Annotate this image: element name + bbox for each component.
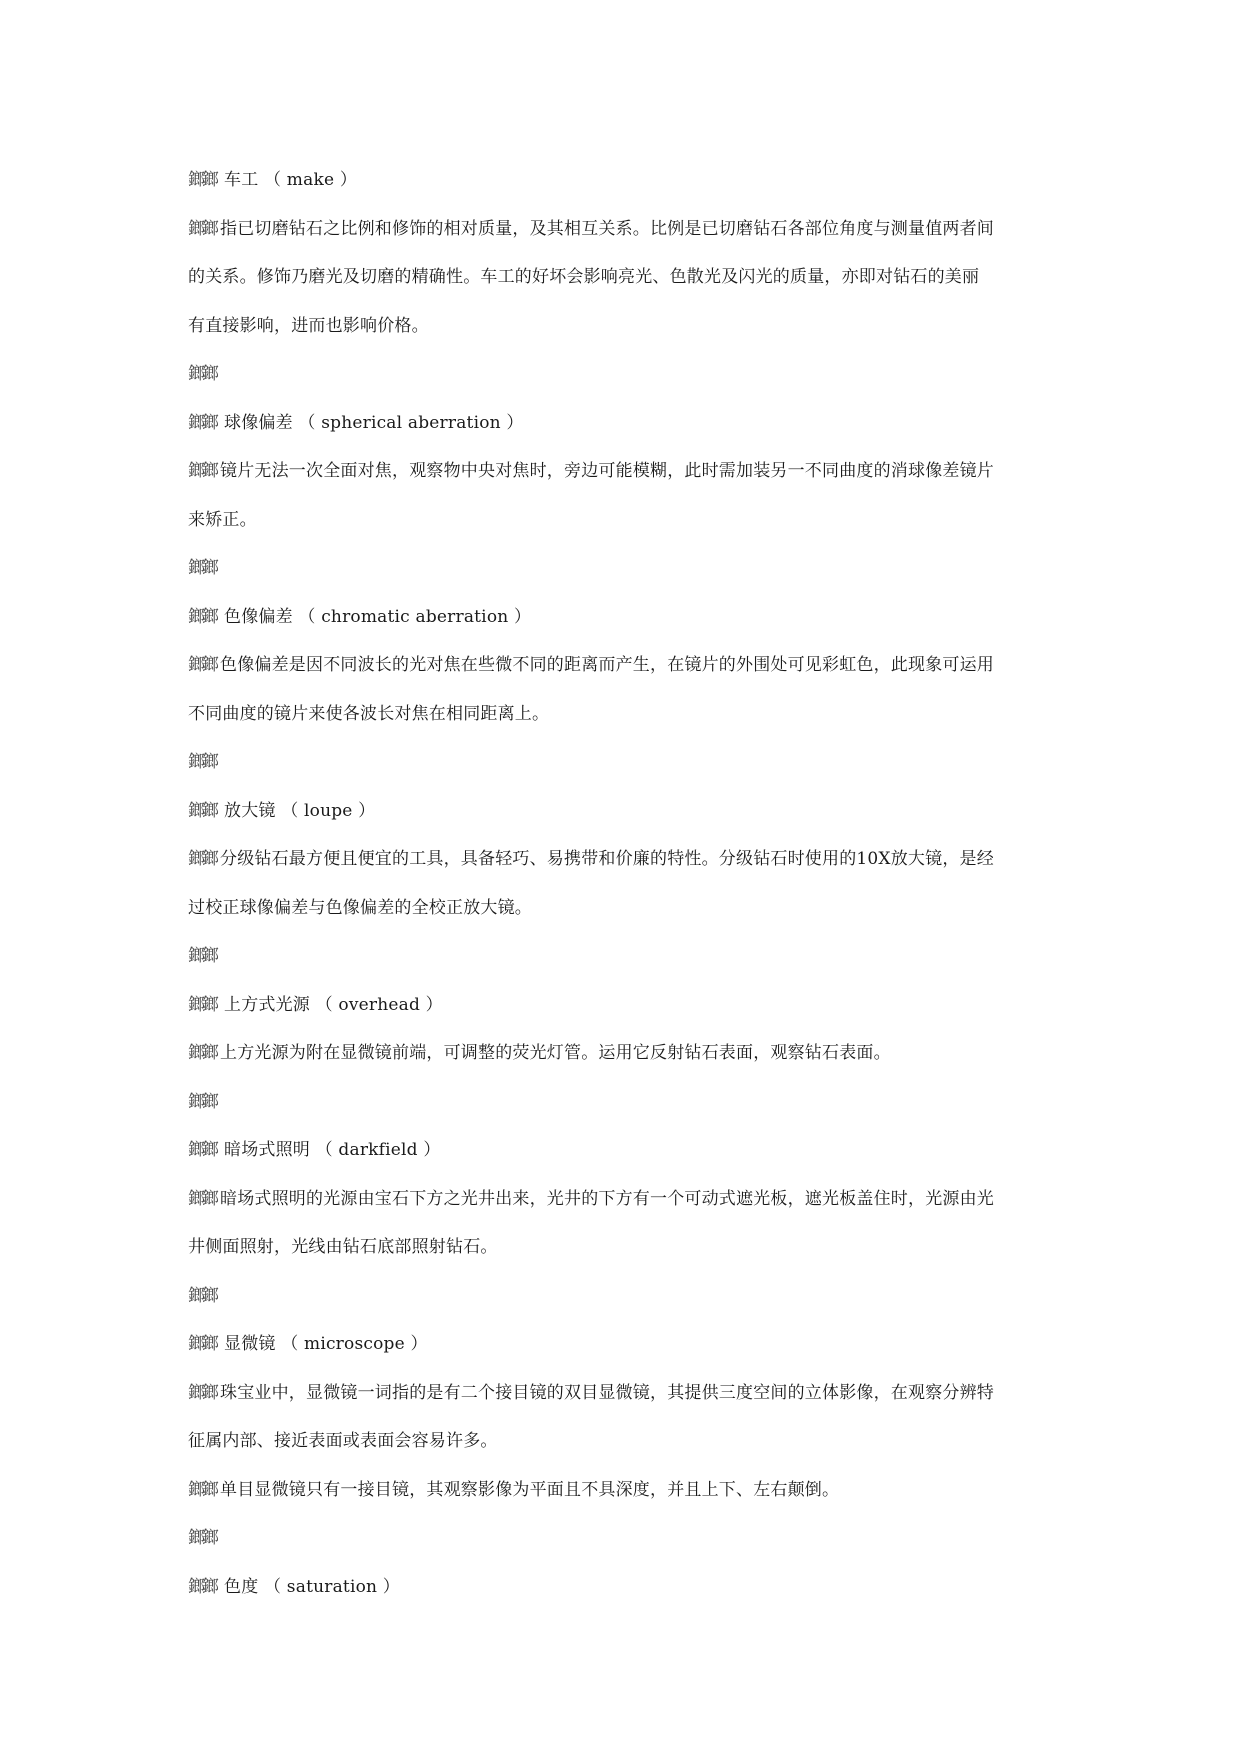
definition-paragraph xyxy=(188,1369,1054,1418)
definition-paragraph xyxy=(188,835,1054,884)
term-heading xyxy=(188,981,1054,1030)
indent-marker: 鎯鎯 xyxy=(188,558,216,578)
term-heading xyxy=(188,1563,1054,1612)
term-heading xyxy=(188,1126,1054,1175)
line-text: 有直接影响，进而也影响价格。 xyxy=(188,315,429,336)
definition-continuation xyxy=(188,1223,1054,1272)
indent-marker: 鎯鎯 xyxy=(188,218,216,239)
indent-marker: 鎯鎯 xyxy=(188,1091,216,1112)
indent-marker: 鎯鎯 xyxy=(188,170,216,190)
term-heading xyxy=(188,156,1054,205)
line-text: 征属内部、接近表面或表面会容易许多。 xyxy=(188,1431,498,1451)
line-text: 上方式光源 （ overhead ） xyxy=(224,994,443,1015)
indent-marker: 鎯鎯 xyxy=(188,752,216,772)
line-text: 分级钻石最方便且便宜的工具，具备轻巧、易携带和价廉的特性。分级钻石时使用的10X放大镜，是经 xyxy=(220,849,994,869)
document-body xyxy=(188,156,1054,1611)
line-text: 显微镜 （ microscope ） xyxy=(224,1334,428,1354)
line-text: 上方光源为附在显微镜前端，可调整的荧光灯管。运用它反射钻石表面，观察钻石表面。 xyxy=(220,1043,891,1063)
definition-continuation xyxy=(188,496,1054,545)
definition-paragraph xyxy=(188,1175,1054,1224)
indent-marker: 鎯鎯 xyxy=(188,946,216,966)
spacer-line xyxy=(188,1272,1054,1321)
indent-marker: 鎯鎯 xyxy=(188,655,216,675)
definition-continuation xyxy=(188,302,1054,351)
line-text: 车工 （ make ） xyxy=(224,170,358,190)
spacer-line xyxy=(188,738,1054,787)
indent-marker: 鎯鎯 xyxy=(188,849,216,869)
definition-continuation xyxy=(188,884,1054,933)
line-text: 来矫正。 xyxy=(188,509,257,530)
definition-continuation xyxy=(188,253,1054,302)
definition-paragraph xyxy=(188,447,1054,496)
indent-marker: 鎯鎯 xyxy=(188,1285,216,1306)
line-text: 球像偏差 （ spherical aberration ） xyxy=(224,412,524,433)
line-text: 过校正球像偏差与色像偏差的全校正放大镜。 xyxy=(188,897,532,918)
line-text: 色度 （ saturation ） xyxy=(224,1576,400,1597)
indent-marker: 鎯鎯 xyxy=(188,1043,216,1063)
line-text: 单目显微镜只有一接目镜，其观察影像为平面且不具深度，并且上下、左右颠倒。 xyxy=(220,1479,840,1500)
indent-marker: 鎯鎯 xyxy=(188,364,216,384)
line-text: 的关系。修饰乃磨光及切磨的精确性。车工的好坏会影响亮光、色散光及闪光的质量，亦即对钻石的美丽 xyxy=(188,267,980,287)
term-heading xyxy=(188,399,1054,448)
indent-marker: 鎯鎯 xyxy=(188,412,216,433)
line-text: 色像偏差是因不同波长的光对焦在些微不同的距离而产生，在镜片的外围处可见彩虹色，此现象可运用 xyxy=(220,655,994,675)
indent-marker: 鎯鎯 xyxy=(188,461,216,481)
definition-paragraph xyxy=(188,1029,1054,1078)
line-text: 指已切磨钻石之比例和修饰的相对质量，及其相互关系。比例是已切磨钻石各部位角度与测量值两者间 xyxy=(220,218,994,239)
definition-paragraph xyxy=(188,1466,1054,1515)
indent-marker: 鎯鎯 xyxy=(188,800,216,821)
line-text: 井侧面照射，光线由钻石底部照射钻石。 xyxy=(188,1237,498,1257)
indent-marker: 鎯鎯 xyxy=(188,994,216,1015)
spacer-line xyxy=(188,932,1054,981)
indent-marker: 鎯鎯 xyxy=(188,1479,216,1500)
definition-continuation xyxy=(188,1417,1054,1466)
spacer-line xyxy=(188,1514,1054,1563)
line-text: 不同曲度的镜片来使各波长对焦在相同距离上。 xyxy=(188,703,550,724)
term-heading xyxy=(188,787,1054,836)
indent-marker: 鎯鎯 xyxy=(188,1528,216,1548)
indent-marker: 鎯鎯 xyxy=(188,1140,216,1160)
spacer-line xyxy=(188,1078,1054,1127)
indent-marker: 鎯鎯 xyxy=(188,1188,216,1209)
line-text: 暗场式照明的光源由宝石下方之光井出来，光井的下方有一个可动式遮光板，遮光板盖住时，光源由光 xyxy=(220,1188,994,1209)
term-heading xyxy=(188,1320,1054,1369)
line-text: 珠宝业中，显微镜一词指的是有二个接目镜的双目显微镜，其提供三度空间的立体影像，在观察分辨特 xyxy=(220,1382,994,1403)
line-text: 色像偏差 （ chromatic aberration ） xyxy=(224,606,532,627)
indent-marker: 鎯鎯 xyxy=(188,606,216,627)
indent-marker: 鎯鎯 xyxy=(188,1576,216,1597)
indent-marker: 鎯鎯 xyxy=(188,1334,216,1354)
line-text: 镜片无法一次全面对焦，观察物中央对焦时，旁边可能模糊，此时需加装另一不同曲度的消球像差镜片 xyxy=(220,461,994,481)
definition-paragraph xyxy=(188,205,1054,254)
term-heading xyxy=(188,593,1054,642)
line-text: 放大镜 （ loupe ） xyxy=(224,800,376,821)
spacer-line xyxy=(188,544,1054,593)
line-text: 暗场式照明 （ darkfield ） xyxy=(224,1140,441,1160)
definition-paragraph xyxy=(188,641,1054,690)
indent-marker: 鎯鎯 xyxy=(188,1382,216,1403)
spacer-line xyxy=(188,350,1054,399)
definition-continuation xyxy=(188,690,1054,739)
